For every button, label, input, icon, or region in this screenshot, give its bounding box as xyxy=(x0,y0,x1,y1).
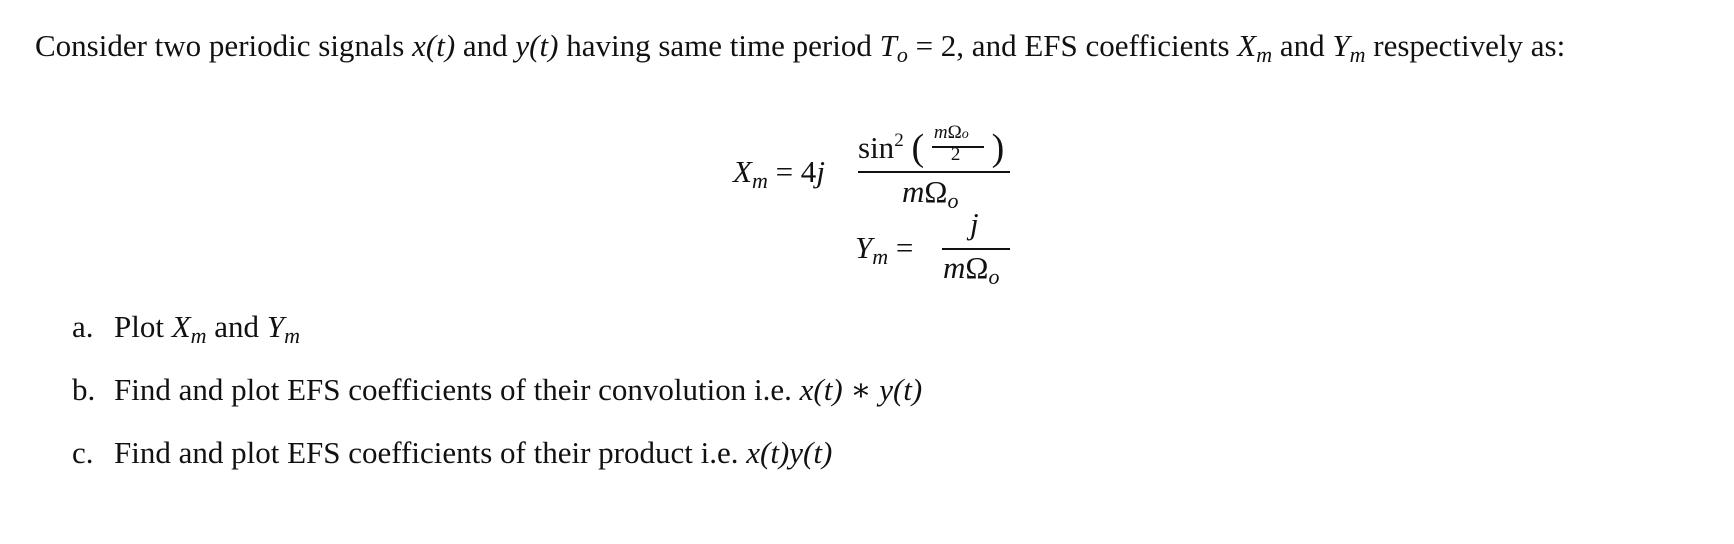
ym-subscript: m xyxy=(872,244,889,269)
ym-numerator xyxy=(970,206,979,242)
xm-j: j xyxy=(816,154,825,189)
den-o: o xyxy=(947,188,959,213)
equation-ym-lhs xyxy=(855,230,914,269)
ym-den-o: o xyxy=(988,264,1000,289)
task-a-x-sub: m xyxy=(190,323,207,348)
period-symbol: T xyxy=(879,28,897,63)
task-marker-c: c. xyxy=(72,435,94,470)
task-expr-b: x(t) ∗ y(t) xyxy=(799,372,923,407)
inner-numerator xyxy=(934,122,969,144)
respectively-text: respectively as: xyxy=(1365,28,1566,63)
task-text-a: Plot xyxy=(114,309,172,344)
inner-denominator: 2 xyxy=(950,144,961,165)
task-text-c: Find and plot EFS coefficients of their product i.e. xyxy=(114,435,747,470)
sin-function: sin xyxy=(858,130,895,165)
and-text: and xyxy=(455,28,516,63)
problem-statement xyxy=(35,24,1705,71)
xm-subscript: m xyxy=(751,168,768,193)
and-text-2: and xyxy=(1272,28,1333,63)
task-item-c xyxy=(72,431,832,475)
sin-exponent: 2 xyxy=(894,130,904,151)
task-item-a xyxy=(72,305,300,349)
xm-numerator xyxy=(858,124,1004,168)
inner-m: m xyxy=(933,122,948,143)
ym-denominator xyxy=(943,250,1000,289)
ym-j: j xyxy=(970,206,979,241)
inner-o: o xyxy=(961,127,969,142)
paren-close: ) xyxy=(991,127,1005,169)
period-text: having same time period xyxy=(558,28,880,63)
period-subscript: o xyxy=(896,42,908,67)
task-marker-b: b. xyxy=(72,372,96,407)
ym-equals: = xyxy=(888,230,914,265)
xm-symbol: X xyxy=(733,154,752,189)
den-m: m xyxy=(902,174,925,209)
coeff-y-subscript: m xyxy=(1349,42,1366,67)
xm-equals: = 4 xyxy=(767,154,817,189)
coeff-x-subscript: m xyxy=(1256,42,1273,67)
inner-fraction xyxy=(932,124,984,164)
task-a-x: X xyxy=(171,309,191,344)
xm-denominator xyxy=(902,174,959,213)
task-text-b: Find and plot EFS coefficients of their convolution i.e. xyxy=(114,372,800,407)
task-a-y: Y xyxy=(266,309,285,344)
coeff-y-symbol: Y xyxy=(1332,28,1350,63)
intro-text: Consider two periodic signals xyxy=(35,28,413,63)
den-omega: Ω xyxy=(924,174,948,209)
equation-ym xyxy=(0,206,1734,290)
task-marker-a: a. xyxy=(72,309,94,344)
equation-xm-lhs xyxy=(733,154,825,193)
task-a-and: and xyxy=(206,309,267,344)
task-item-b xyxy=(72,368,922,412)
period-value-text: = 2, and EFS coefficients xyxy=(907,28,1238,63)
task-expr-c: x(t)y(t) xyxy=(746,435,833,470)
task-a-y-sub: m xyxy=(284,323,300,348)
inner-omega: Ω xyxy=(947,122,962,143)
ym-den-m: m xyxy=(943,250,966,285)
coeff-x-symbol: X xyxy=(1237,28,1257,63)
ym-den-omega: Ω xyxy=(965,250,989,285)
ym-symbol: Y xyxy=(855,230,873,265)
signal-y: y(t) xyxy=(515,28,559,63)
paren-open: ( xyxy=(911,127,925,169)
xm-fraction-bar xyxy=(858,171,1010,173)
equation-xm xyxy=(0,118,1734,218)
signal-x: x(t) xyxy=(412,28,456,63)
